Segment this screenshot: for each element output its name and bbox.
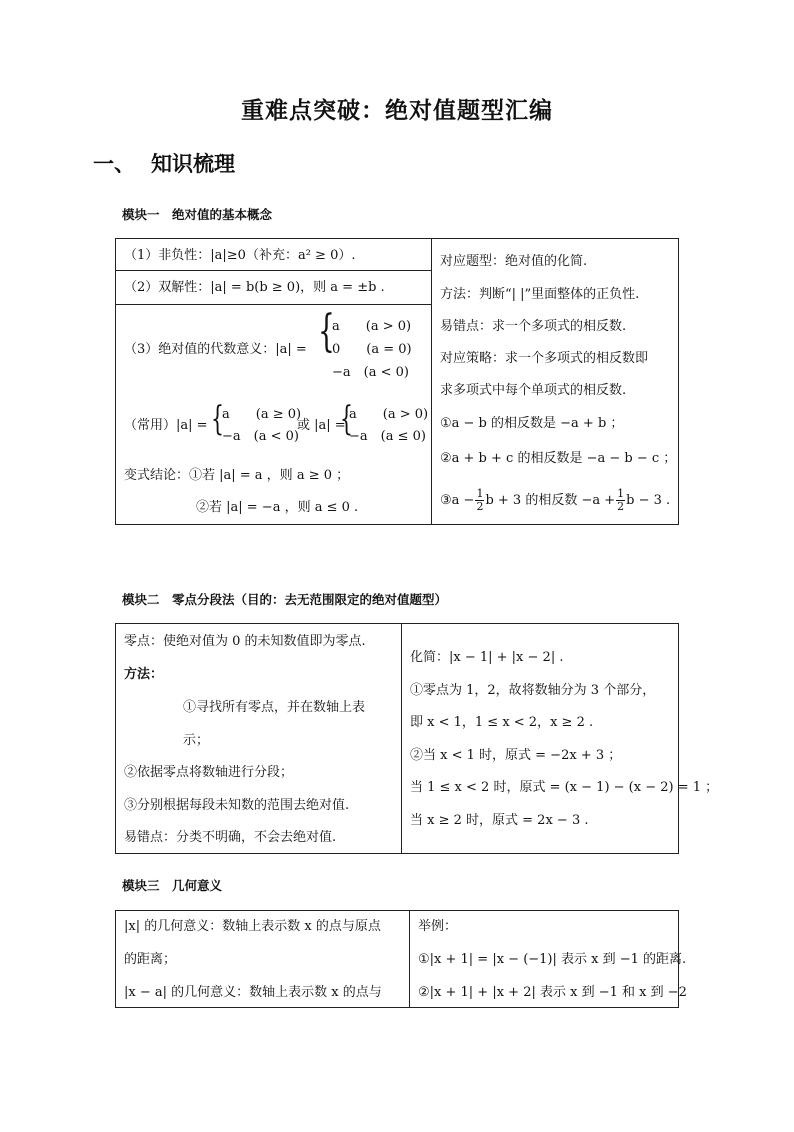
module3-left-line: |x − a| 的几何意义：数轴上表示数 x 的点与 — [124, 985, 382, 1000]
fraction-part-b: b + 3 的相反数 −a + — [485, 493, 616, 508]
module1-right-line: 对应策略：求一个多项式的相反数即 — [440, 351, 649, 366]
variant-conclusion-1: 变式结论：①若 |a| = a ，则 a ≥ 0 ； — [124, 468, 350, 483]
method-step-1-cont: 示； — [183, 733, 210, 748]
module3-divider — [409, 910, 410, 1008]
case-negative: −a (a < 0) — [332, 365, 409, 380]
module1-right-line: 求多项式中每个单项式的相反数. — [440, 383, 627, 398]
module3-right-line: 举例： — [418, 919, 458, 934]
fraction-denominator: 2 — [476, 500, 484, 513]
module3-left-line: 的距离； — [124, 952, 177, 967]
section-heading — [93, 148, 235, 178]
module3-heading: 模块三 几何意义 — [122, 878, 223, 893]
fraction-part-c: b − 3 . — [626, 493, 671, 508]
fraction-part-a: ③a − — [440, 493, 475, 508]
module1-right-line: 易错点：求一个多项式的相反数. — [440, 319, 627, 334]
or-label: 或 |a| = — [297, 418, 346, 433]
module1-right-line: 对应题型：绝对值的化简. — [440, 254, 588, 269]
module2-right-line: ①零点为 1，2，故将数轴分为 3 个部分， — [410, 683, 656, 698]
cases-brace: { — [318, 306, 335, 357]
common-case-a2: −a (a < 0) — [222, 429, 299, 444]
double-solution-row: （2）双解性：|a| = b(b ≥ 0)，则 a = ±b . — [124, 280, 385, 295]
algebraic-meaning-label: （3）绝对值的代数意义：|a| = — [124, 342, 307, 357]
module1-row-line2 — [115, 304, 431, 305]
module1-right-line: ②a + b + c 的相反数是 −a − b − c ； — [440, 451, 677, 466]
module2-divider — [401, 623, 402, 854]
common-case-a1: a (a ≥ 0) — [222, 407, 302, 422]
zero-point-definition: 零点：使绝对值为 0 的未知数值即为零点. — [124, 634, 366, 649]
module3-right-line: ②|x + 1| + |x + 2| 表示 x 到 −1 和 x 到 −2 — [418, 985, 687, 1000]
fraction-numerator: 1 — [617, 487, 625, 500]
module1-right-line: 方法：判断“| |”里面整体的正负性. — [440, 287, 640, 302]
module1-heading: 模块一 绝对值的基本概念 — [122, 207, 273, 222]
case-zero: 0 (a = 0) — [332, 342, 412, 357]
fraction-denominator: 2 — [617, 500, 625, 513]
module2-heading: 模块二 零点分段法（目的：去无范围限定的绝对值题型） — [122, 592, 448, 607]
method-label: 方法： — [124, 667, 164, 682]
common-case-b1: a (a > 0) — [349, 407, 429, 422]
module1-right-last-line — [440, 488, 670, 513]
method-step-1: ①寻找所有零点，并在数轴上表 — [183, 700, 366, 715]
case-positive: a (a > 0) — [332, 319, 412, 334]
module2-right-line: 即 x < 1，1 ≤ x < 2，x ≥ 2 . — [410, 715, 594, 730]
module1-divider — [431, 238, 432, 525]
module1-row-line1 — [115, 270, 431, 271]
method-step-2: ②依据零点将数轴进行分段； — [124, 765, 294, 780]
module3-right-line: ①|x + 1| = |x − (−1)| 表示 x 到 −1 的距离. — [418, 952, 687, 967]
common-form-label: （常用）|a| = — [124, 418, 208, 433]
module3-left-line: |x| 的几何意义：数轴上表示数 x 的点与原点 — [124, 919, 381, 934]
page-title: 重难点突破：绝对值题型汇编 — [241, 98, 553, 124]
cases-brace: { — [211, 399, 224, 439]
pitfall-note: 易错点：分类不明确，不会去绝对值. — [124, 830, 337, 845]
section-number: 一、 — [93, 152, 135, 176]
module2-right-line: 化简：|x − 1| + |x − 2| . — [410, 650, 564, 665]
module2-right-line: ②当 x < 1 时，原式 = −2x + 3 ； — [410, 748, 622, 763]
module2-right-line: 当 x ≥ 2 时，原式 = 2x − 3 . — [410, 813, 589, 828]
common-case-b2: −a (a ≤ 0) — [349, 429, 426, 444]
variant-conclusion-2: ②若 |a| = −a ，则 a ≤ 0 . — [196, 500, 359, 515]
cases-brace: { — [340, 399, 353, 439]
module2-right-line: 当 1 ≤ x < 2 时，原式 = (x − 1) − (x − 2) = 1 ； — [410, 780, 719, 795]
fraction-numerator: 1 — [476, 487, 484, 500]
fraction — [475, 488, 484, 513]
section-label: 知识梳理 — [151, 152, 235, 176]
nonnegativity-row: （1）非负性：|a|≥0（补充：a² ≥ 0）. — [124, 248, 356, 263]
method-step-3: ③分别根据每段未知数的范围去绝对值. — [124, 798, 350, 813]
fraction — [616, 488, 625, 513]
module1-right-line: ①a − b 的相反数是 −a + b ； — [440, 416, 624, 431]
